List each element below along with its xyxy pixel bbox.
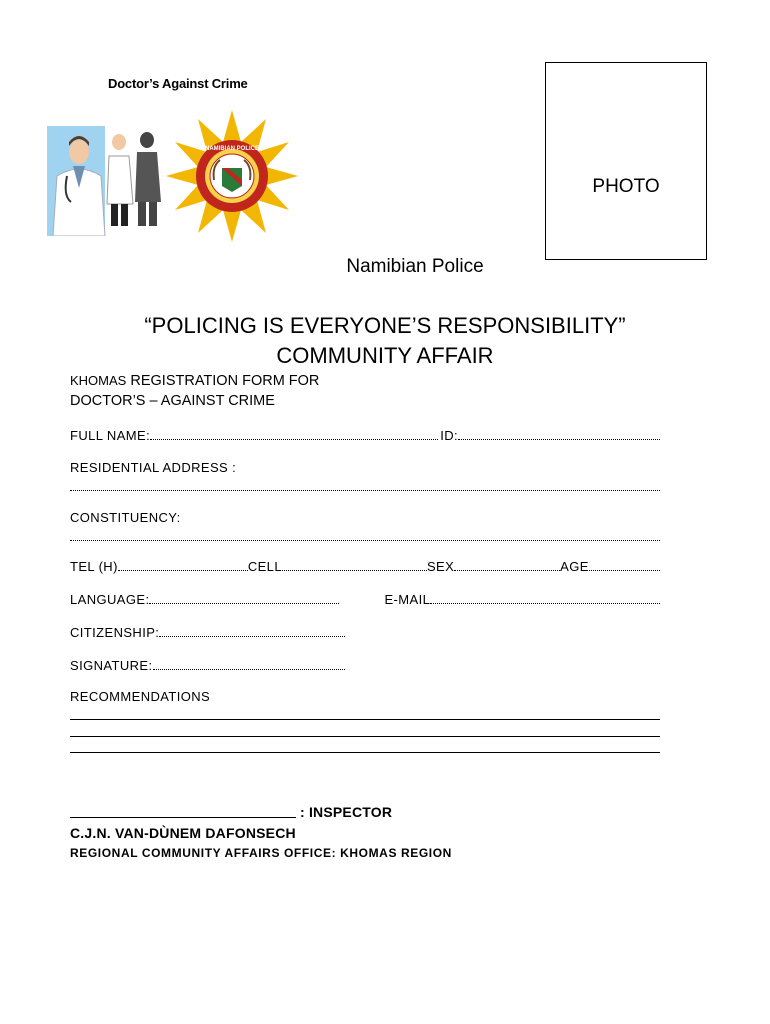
email-field[interactable] <box>430 602 660 604</box>
row-residential-address <box>70 460 660 475</box>
email-label: E-MAIL <box>384 592 431 607</box>
form-title <box>70 371 319 411</box>
recommendations-line-3[interactable] <box>70 752 660 753</box>
office-name: REGIONAL COMMUNITY AFFAIRS OFFICE: KHOMAS REGION <box>70 846 452 860</box>
tel-h-label: TEL (H) <box>70 559 118 574</box>
constituency-field[interactable] <box>70 540 660 541</box>
inspector-signature-line[interactable] <box>70 816 296 818</box>
row-full-name <box>70 428 660 443</box>
cell-label: CELL <box>247 559 282 574</box>
language-field[interactable] <box>149 602 339 604</box>
row-contact <box>70 559 660 574</box>
doctors-illustration <box>47 126 165 236</box>
full-name-label: FULL NAME: <box>70 428 151 443</box>
inspector-label: : INSPECTOR <box>300 804 393 820</box>
recommendations-line-1[interactable] <box>70 719 660 720</box>
age-field[interactable] <box>589 569 660 571</box>
inspector-name: C.J.N. VAN-DÙNEM DAFONSECH <box>70 825 296 841</box>
constituency-label: CONSTITUENCY: <box>70 510 181 525</box>
id-label: ID: <box>440 428 458 443</box>
slogan-line-1: “POLICING IS EVERYONE’S RESPONSIBILITY” <box>144 313 626 338</box>
id-field[interactable] <box>458 438 660 440</box>
sex-label: SEX <box>426 559 455 574</box>
seal-text: NAMIBIAN POLICE <box>205 146 259 152</box>
citizenship-field[interactable] <box>159 635 345 637</box>
signature-field[interactable] <box>153 668 346 670</box>
form-title-line-2: DOCTOR’S – AGAINST CRIME <box>70 393 275 409</box>
cell-field[interactable] <box>282 569 427 571</box>
recommendations-label: RECOMMENDATIONS <box>70 689 211 704</box>
form-title-prefix: KHOMAS <box>70 373 127 388</box>
form-title-rest: REGISTRATION FORM FOR <box>126 373 320 389</box>
row-inspector <box>70 804 660 820</box>
citizenship-label: CITIZENSHIP: <box>70 625 160 640</box>
row-constituency <box>70 510 660 525</box>
slogan <box>0 311 770 371</box>
org-name: Namibian Police <box>346 256 484 277</box>
residential-address-field[interactable] <box>70 490 660 491</box>
tel-h-field[interactable] <box>118 569 248 571</box>
logo-title: Doctor’s Against Crime <box>108 76 248 91</box>
recommendations-line-2[interactable] <box>70 736 660 737</box>
photo-box[interactable] <box>545 62 707 260</box>
row-citizenship <box>70 625 345 640</box>
row-signature <box>70 658 345 673</box>
full-name-field[interactable] <box>150 438 438 440</box>
signature-label: SIGNATURE: <box>70 658 153 673</box>
sex-field[interactable] <box>454 569 560 571</box>
row-recommendations <box>70 689 660 704</box>
language-label: LANGUAGE: <box>70 592 150 607</box>
age-label: AGE <box>560 559 589 574</box>
residential-address-label: RESIDENTIAL ADDRESS : <box>70 460 237 475</box>
namibian-police-seal <box>164 108 300 244</box>
slogan-line-2: COMMUNITY AFFAIR <box>276 343 494 368</box>
photo-label: PHOTO <box>592 176 660 197</box>
row-language <box>70 592 660 607</box>
